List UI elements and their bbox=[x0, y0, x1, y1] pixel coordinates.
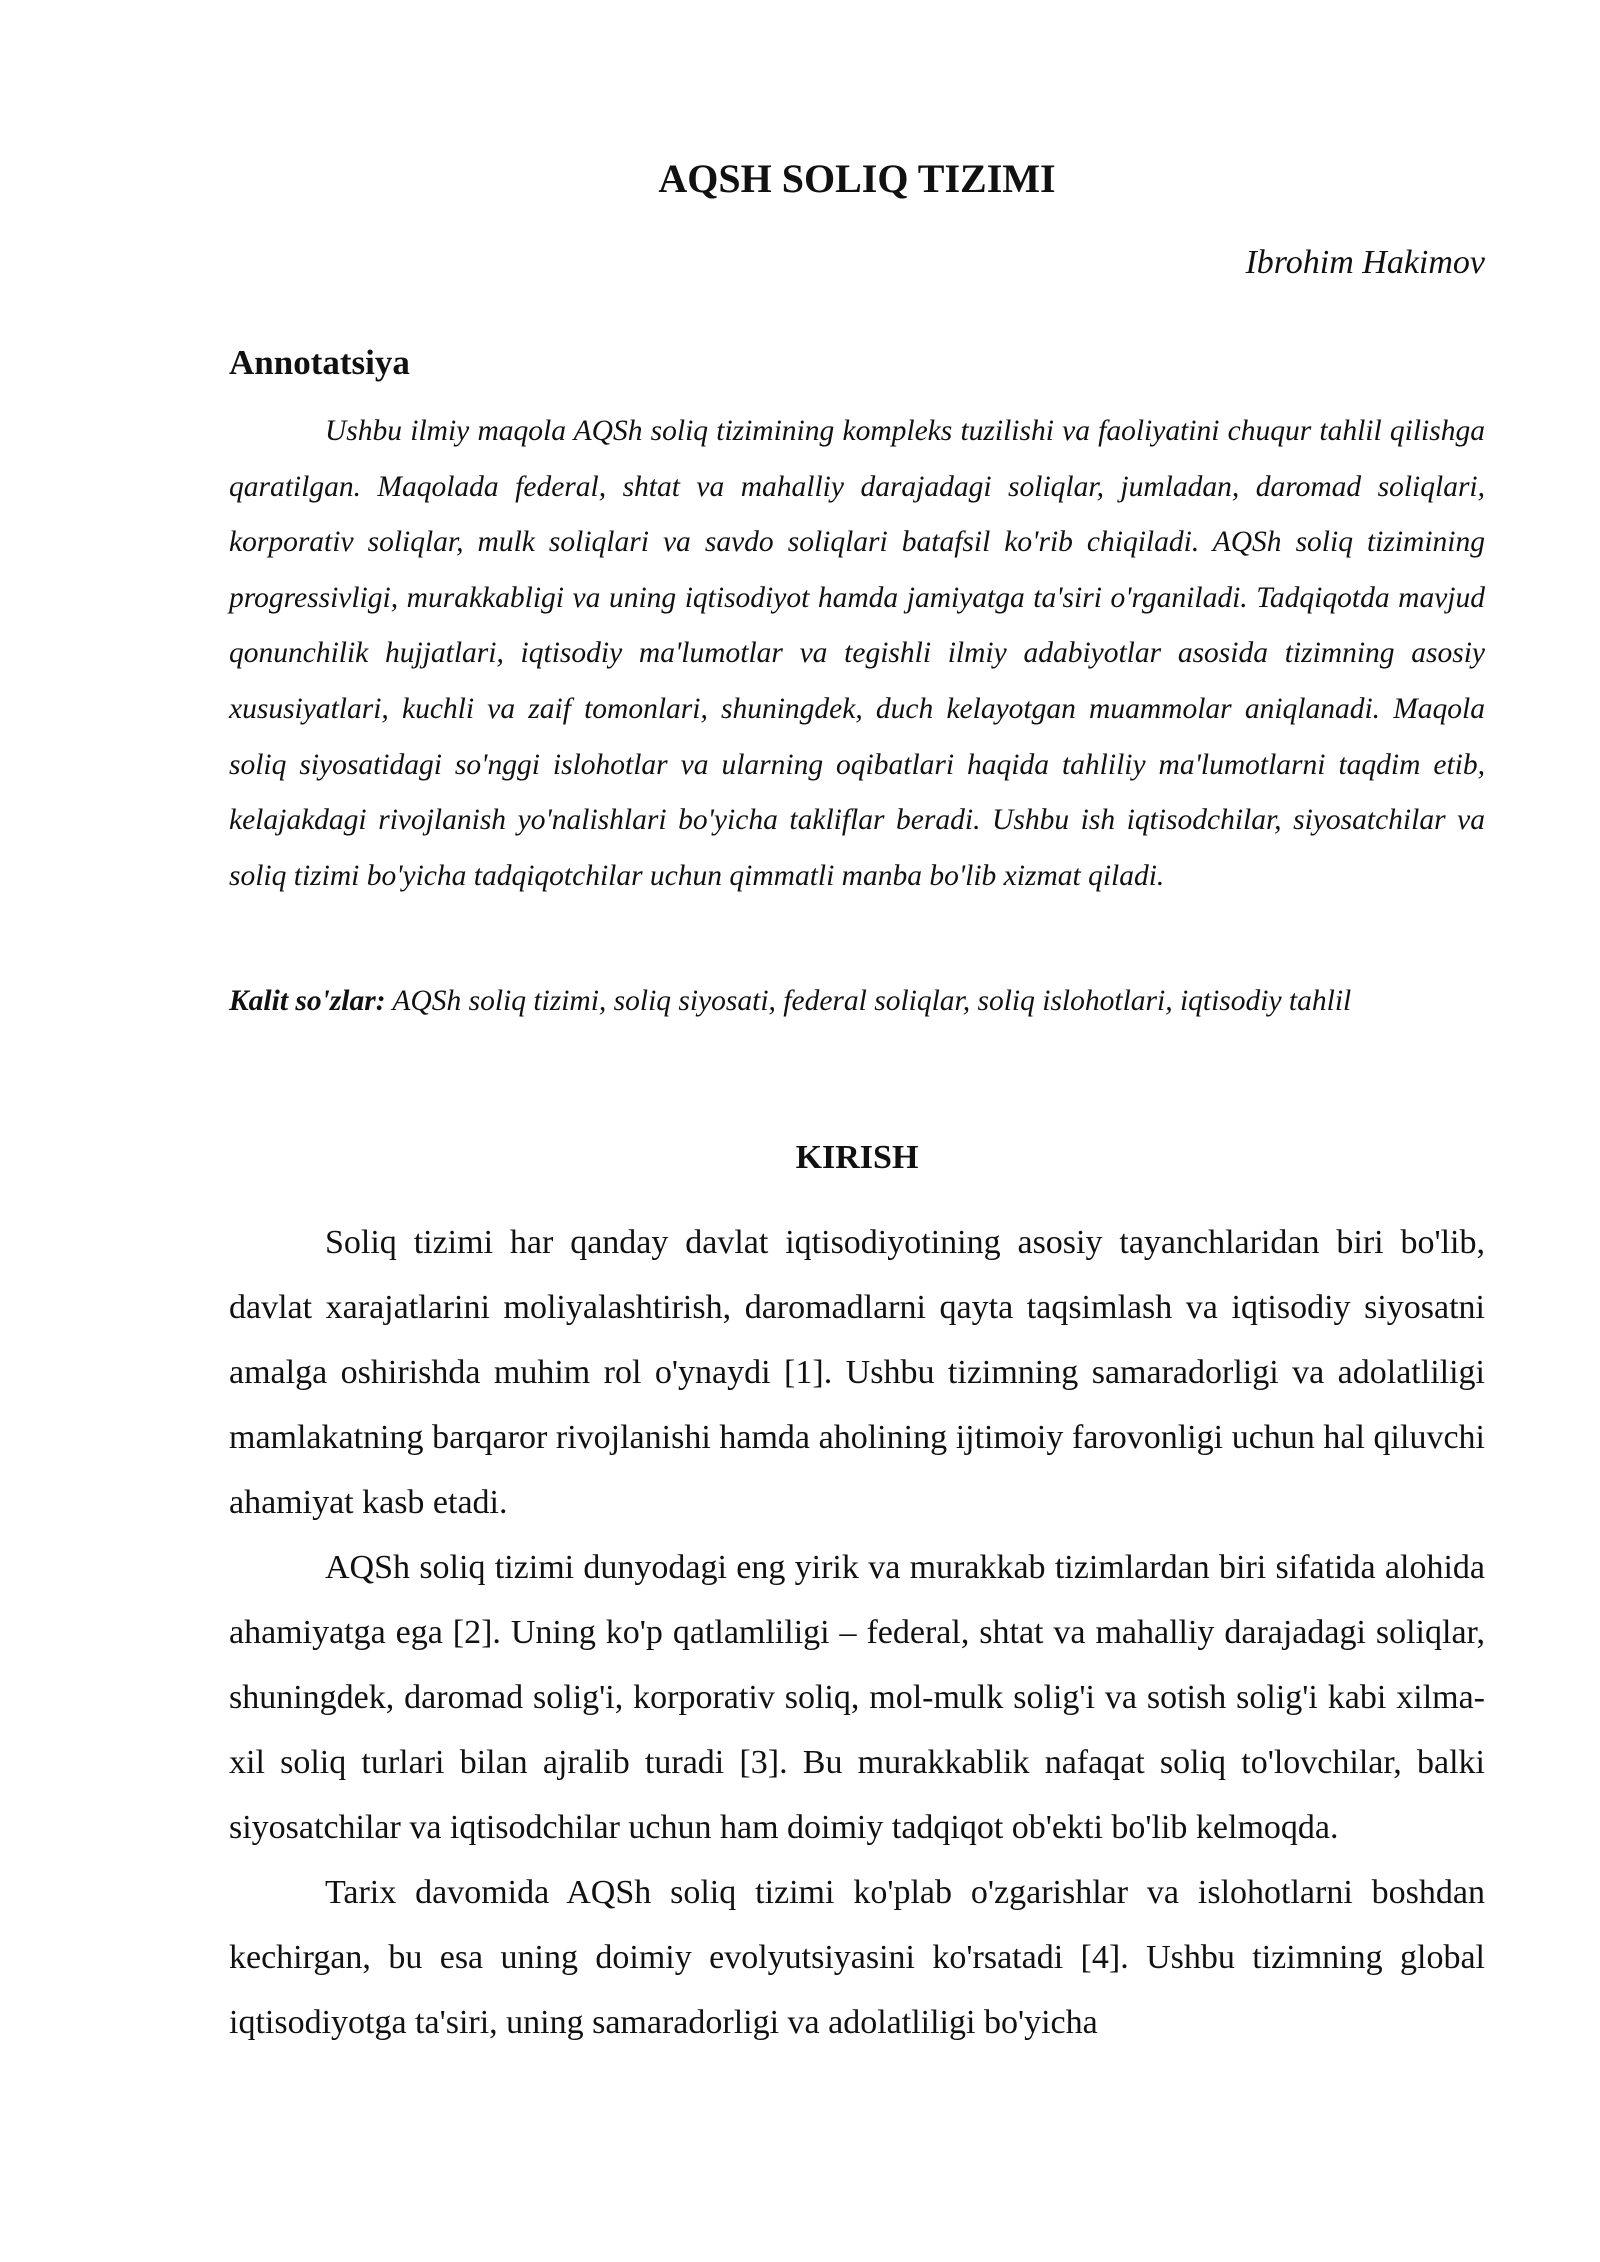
abstract-heading: Annotatsiya bbox=[229, 343, 410, 382]
keywords-list: AQSh soliq tizimi, soliq siyosati, federal soliqlar, soliq islohotlari, iqtisodiy tahlil bbox=[385, 985, 1352, 1017]
author-name: Ibrohim Hakimov bbox=[1245, 244, 1485, 281]
keywords-label: Kalit so'zlar: bbox=[229, 985, 386, 1017]
body-paragraph: Soliq tizimi har qanday davlat iqtisodiyotining asosiy tayanchlaridan biri bo'lib, davlat xarajatlarini moliyalashtirish, daromadlarni qayta taqsimlash va iqtisodiy siyosatni amalga oshirishda muhim rol o'ynaydi [1]. Ushbu tizimning samaradorligi va adolatliligi mamlakatning barqaror rivojlanishi hamda aholining ijtimoiy farovonligi uchun hal qiluvchi ahamiyat kasb etadi. bbox=[229, 1224, 1485, 1521]
keywords-line bbox=[229, 976, 1485, 1026]
body-paragraph: AQSh soliq tizimi dunyodagi eng yirik va murakkab tizimlardan biri sifatida alohida ahamiyatga ega [2]. Uning ko'p qatlamliligi – federal, shtat va mahalliy darajadagi soliqlar, shuningdek, daromad solig'i, korporativ soliq, mol-mulk solig'i va sotish solig'i kabi xilma-xil soliq turlari bilan ajralib turadi [3]. Bu murakkablik nafaqat soliq to'lovchilar, balki siyosatchilar va iqtisodchilar uchun ham doimiy tadqiqot ob'ekti bo'lib kelmoqda. bbox=[229, 1549, 1485, 1846]
body-paragraph: Tarix davomida AQSh soliq tizimi ko'plab o'zgarishlar va islohotlarni boshdan kechirgan, bu esa uning doimiy evolyutsiyasini ko'rsatadi [4]. Ushbu tizimning global iqtisodiyotga ta'siri, uning samaradorligi va adolatliligi bo'yicha bbox=[229, 1874, 1485, 2041]
abstract-text: Ushbu ilmiy maqola AQSh soliq tizimining kompleks tuzilishi va faoliyatini chuqur tahlil qilishga qaratilgan. Maqolada federal, shtat va mahalliy darajadagi soliqlar, jumladan, daromad soliqlari, korporativ soliqlar, mulk soliqlari va savdo soliqlari batafsil ko'rib chiqiladi. AQSh soliq tizimining progressivligi, murakkabligi va uning iqtisodiyot hamda jamiyatga ta'siri o'rganiladi. Tadqiqotda mavjud qonunchilik hujjatlari, iqtisodiy ma'lumotlar va tegishli ilmiy adabiyotlar asosida tizimning asosiy xususiyatlari, kuchli va zaif tomonlari, shuningdek, duch kelayotgan muammolar aniqlanadi. Maqola soliq siyosatidagi so'nggi islohotlar va ularning oqibatlari haqida tahliliy ma'lumotlarni taqdim etib, kelajakdagi rivojlanish yo'nalishlari bo'yicha takliflar beradi. Ushbu ish iqtisodchilar, siyosatchilar va soliq tizimi bo'yicha tadqiqotchilar uchun qimmatli manba bo'lib xizmat qiladi. bbox=[229, 415, 1485, 892]
section-heading-introduction: KIRISH bbox=[795, 1139, 919, 1176]
section-body bbox=[229, 1210, 1485, 2055]
document-title: AQSH SOLIQ TIZIMI bbox=[658, 156, 1056, 201]
